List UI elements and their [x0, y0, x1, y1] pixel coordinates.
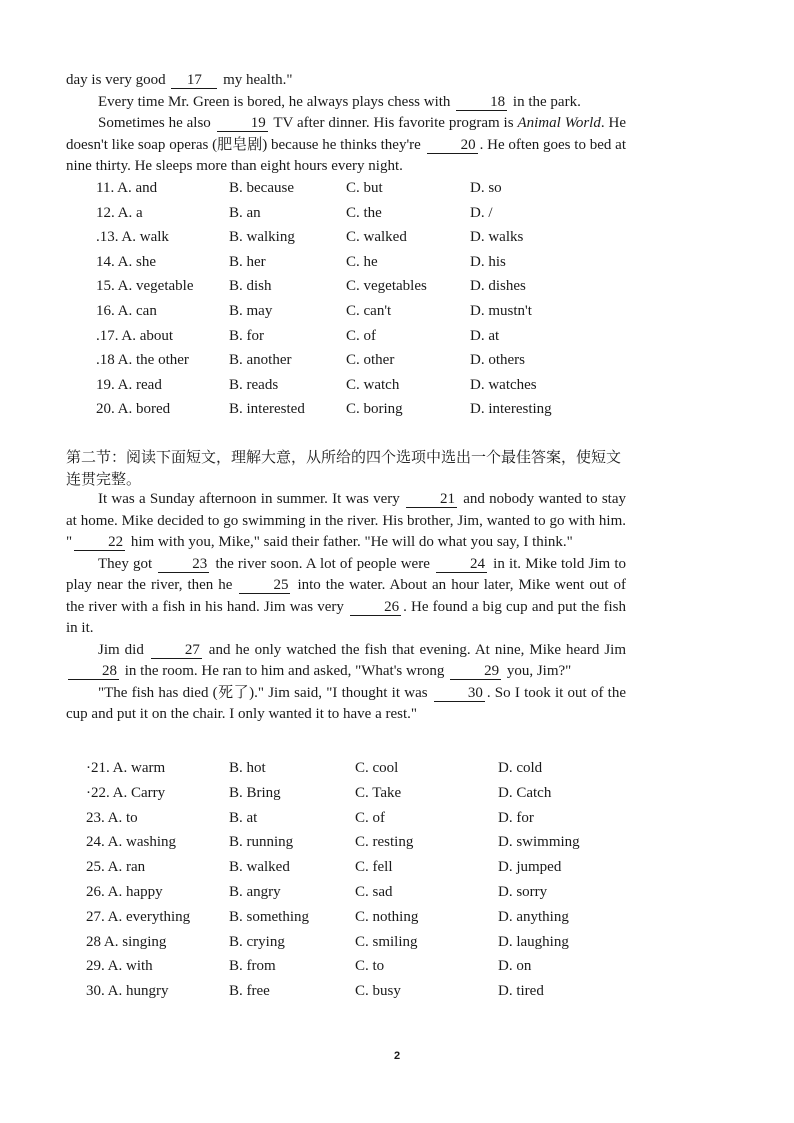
option-d: D. on	[498, 958, 532, 975]
blank-24: 24	[436, 556, 487, 573]
text: Jim did	[98, 641, 149, 658]
page-number: 2	[393, 1050, 401, 1062]
text: him with you, Mike," said their father. "He will do what you say, I think."	[127, 534, 573, 550]
option-c: C. fell	[355, 859, 393, 876]
option-d: D. interesting	[470, 401, 552, 418]
option-c: C. smiling	[355, 933, 418, 950]
passage-2	[66, 489, 626, 726]
blank-22: 22	[74, 534, 125, 551]
passage-2-paragraph-3	[66, 640, 626, 683]
option-d: D. watches	[470, 376, 537, 393]
blank-17: 17	[171, 72, 217, 89]
text: in the park.	[509, 93, 581, 110]
text: in it. Mike told Jim to play near the river, then he	[66, 555, 626, 593]
option-a: 27. A. everything	[86, 908, 191, 925]
option-c: C. nothing	[355, 908, 419, 925]
option-b: B. walking	[229, 229, 295, 246]
text: They got	[98, 555, 157, 572]
option-c: C. boring	[346, 401, 403, 418]
question-row	[86, 834, 616, 859]
question-row	[86, 933, 616, 959]
question-row	[86, 983, 616, 1008]
text: into the water. About an hour later, Mike went out of the river with a fish in his hand. Jim was very	[66, 577, 626, 615]
blank-19: 19	[217, 115, 268, 132]
text: . He often goes to bed at nine thirty. He sleeps more than eight hours every night.	[66, 136, 626, 174]
option-b: B. Bring	[229, 784, 281, 801]
question-row	[96, 377, 616, 402]
options-21-30	[86, 760, 616, 1008]
text: and he only watched the fish that evening. At nine, Mike heard Jim	[203, 641, 626, 658]
question-row	[86, 784, 616, 810]
blank-20: 20	[427, 137, 478, 154]
text: It was a Sunday afternoon in summer. It was very	[98, 491, 405, 507]
option-d: D. laughing	[498, 933, 569, 950]
blank-29: 29	[450, 663, 501, 680]
text: TV after dinner. His favorite program is	[269, 115, 518, 131]
option-b: B. interested	[229, 401, 305, 418]
text: day is very good	[66, 72, 170, 88]
question-row	[96, 352, 616, 377]
blank-23: 23	[158, 556, 209, 573]
option-c: C. but	[346, 180, 383, 196]
option-c: C. he	[346, 253, 378, 270]
passage-2-paragraph-1	[66, 489, 626, 554]
option-a: 19. A. read	[96, 376, 162, 393]
question-row	[86, 883, 616, 909]
option-d: D. tired	[498, 983, 544, 1000]
blank-25: 25	[239, 577, 290, 594]
section-2-heading: 第二节：阅读下面短文，理解大意，从所给的四个选项中选出一个最佳答案，使短文连贯完整。	[66, 448, 622, 488]
text: . He doesn't like soap operas (肥皂剧) because he thinks they're	[66, 115, 626, 153]
question-row	[96, 205, 616, 230]
blank-18: 18	[456, 94, 507, 111]
text: . So I took it out of the cup and put it on the chair. I only wanted it to have a rest."	[66, 684, 627, 722]
option-d: D. cold	[498, 760, 543, 776]
option-b: B. at	[229, 809, 258, 826]
blank-28: 28	[68, 663, 119, 680]
option-c: C. vegetables	[346, 278, 427, 295]
option-d: D. walks	[470, 229, 524, 246]
option-d: D. for	[498, 809, 534, 826]
option-b: B. for	[229, 327, 264, 344]
option-b: B. crying	[229, 933, 285, 950]
option-d: D. dishes	[470, 278, 526, 295]
option-d: D. jumped	[498, 859, 562, 876]
option-b: B. an	[229, 204, 261, 221]
option-d: D. Catch	[498, 784, 552, 801]
blank-27: 27	[151, 642, 202, 659]
question-row	[96, 229, 616, 254]
option-a: 28 A. singing	[86, 933, 167, 950]
option-a: 11. A. and	[96, 180, 158, 196]
option-d: D. /	[470, 204, 493, 221]
question-row	[86, 760, 616, 785]
blank-30: 30	[434, 685, 485, 702]
passage-1	[66, 70, 626, 178]
option-a: 30. A. hungry	[86, 983, 169, 1000]
question-row	[86, 809, 616, 835]
blank-26: 26	[350, 599, 401, 616]
passage-1-paragraph-3	[66, 113, 626, 178]
option-a: 14. A. she	[96, 253, 156, 270]
option-c: C. Take	[355, 784, 402, 801]
option-a: ·22. A. Carry	[86, 784, 166, 801]
option-a: 12. A. a	[96, 204, 143, 221]
option-b: B. angry	[229, 883, 281, 900]
option-d: D. so	[470, 180, 502, 196]
question-row	[86, 908, 616, 934]
text: and nobody wanted to stay at home. Mike decided to go swimming in the river. His brother, Jim, wanted to go with him. "	[66, 491, 626, 550]
option-d: D. swimming	[498, 834, 580, 851]
option-c: C. resting	[355, 834, 414, 851]
option-a: .17. A. about	[96, 327, 174, 344]
option-d: D. sorry	[498, 883, 548, 900]
passage-2-paragraph-4	[66, 683, 626, 726]
question-row	[96, 303, 616, 328]
option-a: 26. A. happy	[86, 883, 163, 900]
question-row	[96, 180, 616, 205]
text: the river soon. A lot of people were	[211, 555, 434, 572]
option-a: 29. A. with	[86, 958, 153, 975]
option-a: .13. A. walk	[96, 229, 169, 246]
option-a: 15. A. vegetable	[96, 278, 194, 295]
program-title: Animal World	[517, 115, 601, 131]
option-b: B. from	[229, 958, 276, 975]
option-c: C. sad	[355, 883, 393, 900]
options-11-20	[96, 180, 616, 426]
option-d: D. mustn't	[470, 302, 532, 319]
option-b: B. free	[229, 983, 270, 1000]
option-c: C. walked	[346, 229, 407, 246]
option-b: B. another	[229, 352, 292, 369]
option-a: 16. A. can	[96, 302, 157, 319]
option-a: 20. A. bored	[96, 401, 171, 418]
text: Every time Mr. Green is bored, he always plays chess with	[98, 93, 455, 110]
option-b: B. her	[229, 253, 266, 270]
question-row	[86, 958, 616, 983]
option-b: B. may	[229, 302, 273, 319]
option-b: B. running	[229, 834, 294, 851]
option-d: D. others	[470, 352, 525, 369]
option-c: C. of	[355, 809, 385, 826]
option-a: ·21. A. warm	[86, 760, 166, 776]
passage-1-line-1	[66, 70, 626, 92]
option-b: B. because	[229, 180, 294, 196]
option-a: 23. A. to	[86, 809, 138, 826]
option-c: C. can't	[346, 302, 392, 319]
option-c: C. of	[346, 327, 376, 344]
text: . He found a big cup and put the fish in it.	[66, 598, 627, 636]
text: Sometimes he also	[98, 115, 215, 131]
text: "The fish has died (死了)." Jim said, "I thought it was	[98, 684, 432, 701]
option-a: 25. A. ran	[86, 859, 146, 876]
text: you, Jim?"	[503, 663, 572, 679]
passage-1-paragraph-2	[66, 92, 626, 114]
option-b: B. dish	[229, 278, 272, 295]
question-row	[96, 278, 616, 303]
option-c: C. cool	[355, 760, 399, 776]
option-c: C. to	[355, 958, 385, 975]
option-c: C. busy	[355, 983, 401, 1000]
question-row	[86, 859, 616, 884]
text: my health."	[219, 72, 293, 88]
text: in the room. He ran to him and asked, "What's wrong	[121, 663, 449, 679]
option-b: B. something	[229, 908, 310, 925]
option-b: B. walked	[229, 859, 290, 876]
option-a: .18 A. the other	[96, 352, 189, 369]
question-row	[96, 328, 616, 353]
option-a: 24. A. washing	[86, 834, 176, 851]
option-c: C. the	[346, 204, 382, 221]
passage-2-paragraph-2	[66, 554, 626, 640]
question-row	[96, 254, 616, 279]
option-b: B. reads	[229, 376, 279, 393]
option-b: B. hot	[229, 760, 266, 776]
blank-21: 21	[406, 491, 457, 508]
question-row	[96, 401, 616, 426]
option-c: C. watch	[346, 376, 400, 393]
option-d: D. anything	[498, 908, 569, 925]
option-c: C. other	[346, 352, 395, 369]
option-d: D. at	[470, 327, 500, 344]
option-d: D. his	[470, 253, 506, 270]
